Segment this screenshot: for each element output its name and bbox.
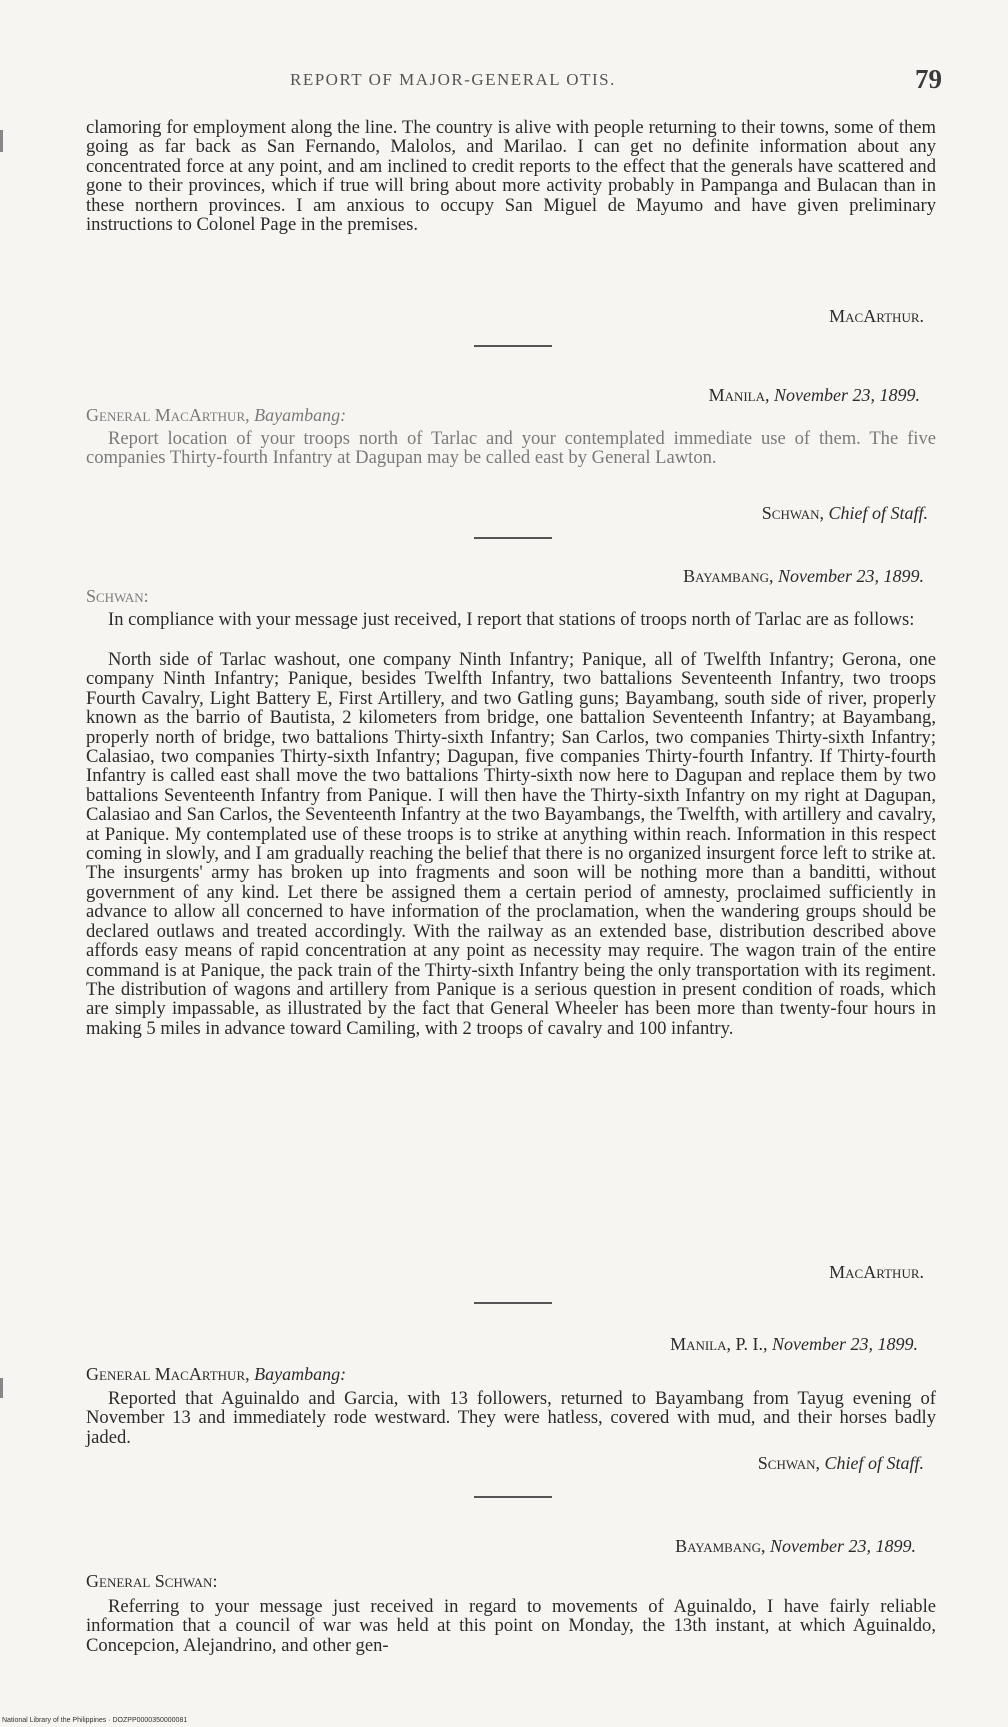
addressee: General MacArthur, Bayambang: bbox=[86, 1364, 347, 1384]
signature-schwan: Schwan, Chief of Staff. bbox=[757, 1453, 924, 1473]
signature-macarthur: MacArthur. bbox=[829, 1262, 924, 1282]
dateline-date: November 23, 1899. bbox=[778, 566, 924, 586]
message-body-stations: North side of Tarlac washout, one company Ninth Infantry; Panique, all of Twelfth Infantry; Gerona, one company Ninth Infantry; Panique, besides Twelfth Infantry, two battalions Seventeenth Infantry, two troops Fourth Cavalry, Light Battery E, First Artillery, and two Gatling guns; Bayambang, south side of river, properly known as the barrio of Bautista, 2 kilometers from bridge, one battalion Seventeenth Infantry; at Bayambang, properly north of bridge, two battalions Thirty-sixth Infantry; San Carlos, two companies Thirty-sixth Infantry; Calasiao, two companies Thirty-sixth Infantry; Dagupan, five companies Thirty-fourth Infantry. If Thirty-fourth Infantry is called east shall move the two battalions Thirty-sixth now here to Dagupan and replace them by two battalions Seventeenth Infantry from Panique. I will then have the Thirty-sixth Infantry on my right at Dagupan, Calasiao and San Carlos, the Seventeenth Infantry at the two Bayambangs, the Twelfth, with artillery and cavalry, at Panique. My contemplated use of these troops is to strike at anything within reach. Information in this respect coming in slowly, and I am gradually reaching the belief that there is no organized insurgent force left to strike at. The insurgents' army has broken up into fragments and soon will be nothing more than a banditti, without government of any kind. Let there be assigned them a certain period of amnesty, proclaimed sufficiently in advance to allow all concerned to have information of the proclamation, when the wandering groups should be declared outlaws and treated accordingly. With the railway as an extended base, distribution described above affords easy means of rapid concentration at any point as necessity may require. The wagon train of the entire command is at Panique, the pack train of the Thirty-sixth Infantry being the only transportation with its regiment. The distribution of wagons and artillery from Panique is a serious question in present condition of roads, which are simply impassable, as illustrated by the fact that General Wheeler has been more than twenty-four hours in making 5 miles in advance toward Camiling, with 2 troops of cavalry and 100 infantry. bbox=[86, 649, 936, 1039]
page-header bbox=[86, 64, 948, 98]
scan-credit: National Library of the Philippines · DOZPP0000350000081 bbox=[2, 1717, 188, 1724]
dateline-place: Bayambang, bbox=[675, 1536, 766, 1556]
message-body: Referring to your message just received in regard to movements of Aguinaldo, I have fairly reliable information that a council of war was held at this point on Monday, the 13th instant, at which Aguinaldo, Concepcion, Alejandrino, and other gen- bbox=[86, 1596, 936, 1656]
running-head: REPORT OF MAJOR-GENERAL OTIS. bbox=[290, 70, 616, 89]
section-divider bbox=[474, 345, 552, 347]
message-body-intro: In compliance with your message just received, I report that stations of troops north of Tarlac are as follows: bbox=[108, 609, 915, 630]
signature-schwan: Schwan, Chief of Staff. bbox=[761, 503, 928, 523]
dateline-place: Bayambang, bbox=[683, 566, 774, 586]
section-divider bbox=[474, 1302, 552, 1304]
signature-macarthur: MacArthur. bbox=[829, 306, 924, 326]
addressee: Schwan: bbox=[86, 586, 149, 606]
message-body: Reported that Aguinaldo and Garcia, with 13 followers, returned to Bayambang from Tayug evening of November 13 and immediately rode westward. They were hatless, covered with mud, and their horses badly jaded. bbox=[86, 1388, 936, 1448]
dateline-date: November 23, 1899. bbox=[774, 385, 920, 405]
dateline-bayambang bbox=[683, 566, 924, 587]
paragraph-1: clamoring for employment along the line. The country is alive with people returning to their towns, some of them going as far back as San Fernando, Malolos, and Marilao. I can get no definite information about any concentrated force at any point, and am inclined to credit reports to the effect that the generals have scattered and gone to their provinces, which if true will bring about more activity probably in Pampanga and Bulacan than in these northern provinces. I am anxious to occupy San Miguel de Mayumo and have given preliminary instructions to Colonel Page in the premises. bbox=[86, 117, 936, 236]
dateline-bayambang bbox=[675, 1536, 916, 1557]
dateline-manila bbox=[709, 385, 920, 406]
dateline-date: November 23, 1899. bbox=[770, 1536, 916, 1556]
section-divider bbox=[474, 537, 552, 539]
dateline-manila-pi bbox=[670, 1334, 918, 1355]
page-edge-mark bbox=[0, 1378, 3, 1398]
message-body: Report location of your troops north of Tarlac and your contemplated immediate use of them. The five companies Thirty-fourth Infantry at Dagupan may be called east by General Lawton. bbox=[86, 428, 936, 469]
addressee: General Schwan: bbox=[86, 1571, 218, 1591]
dateline-place: Manila, P. I., bbox=[670, 1334, 768, 1354]
addressee: General MacArthur, Bayambang: bbox=[86, 405, 347, 425]
page-number: 79 bbox=[915, 64, 942, 94]
page-edge-mark bbox=[0, 130, 3, 152]
dateline-place: Manila, bbox=[708, 385, 770, 405]
section-divider bbox=[474, 1496, 552, 1498]
dateline-date: November 23, 1899. bbox=[772, 1334, 918, 1354]
